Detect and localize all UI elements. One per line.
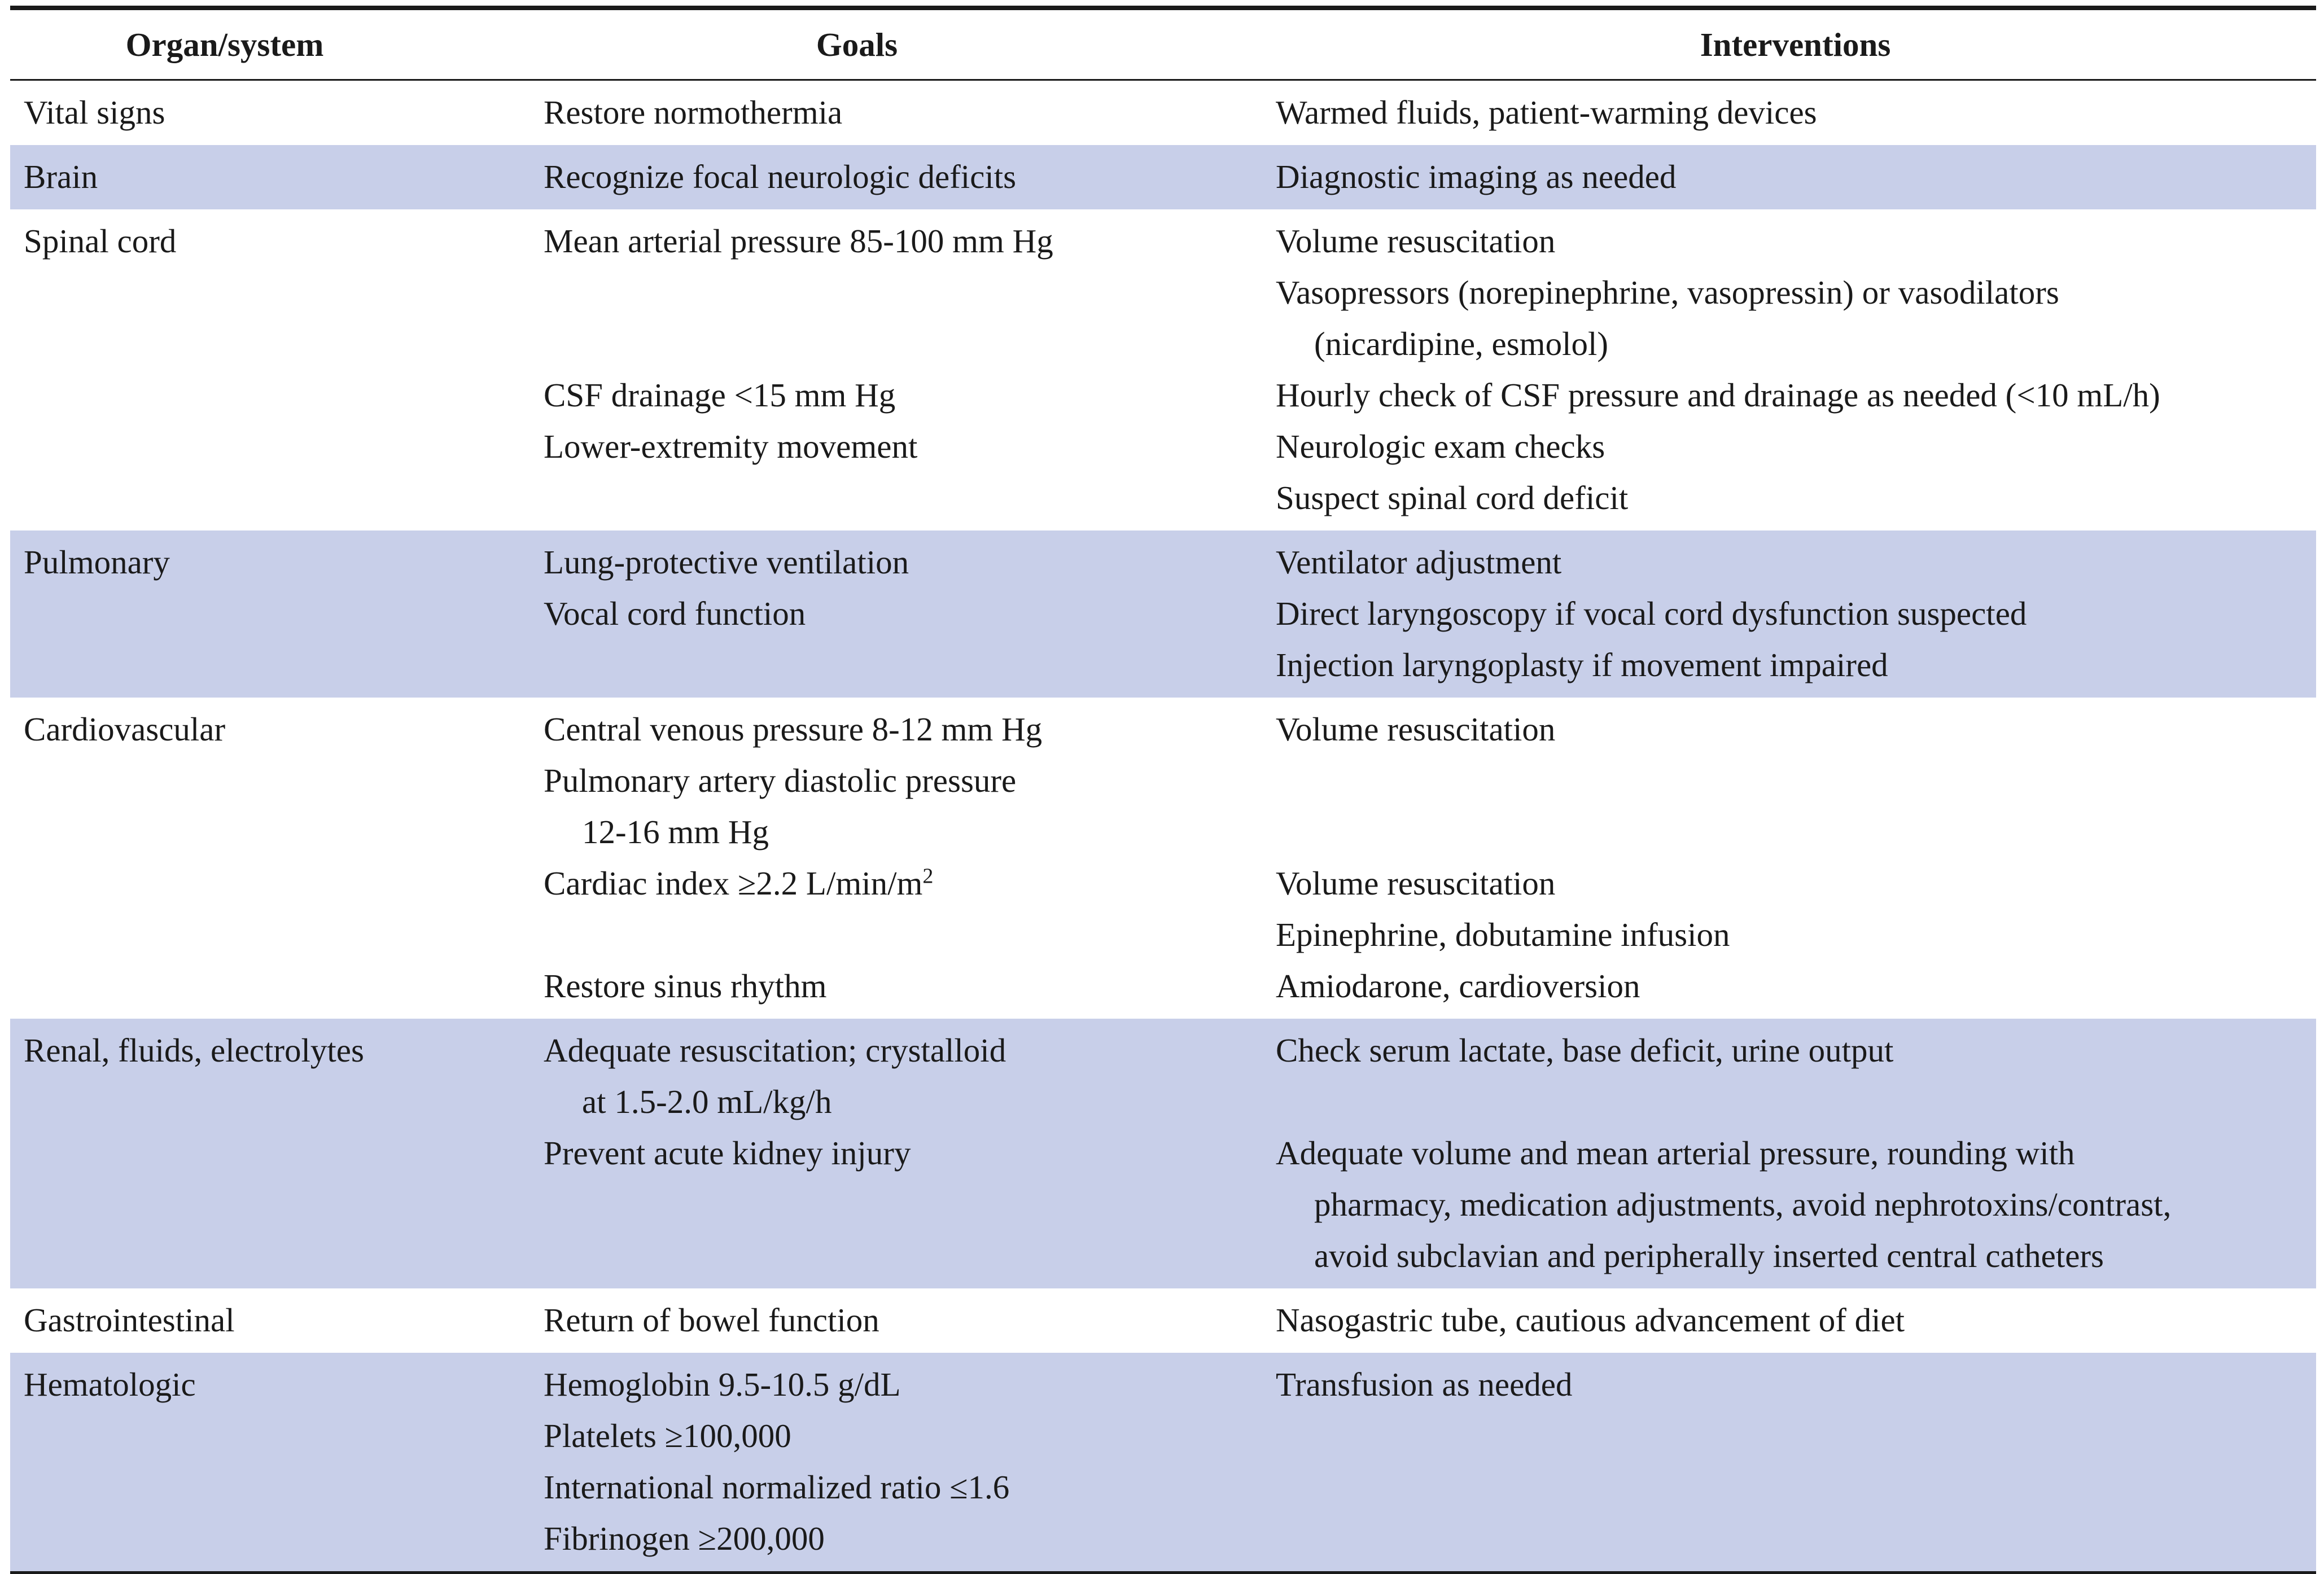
intervention-line <box>1276 806 2316 858</box>
organ-cell <box>10 704 544 1012</box>
intervention-line: (nicardipine, esmolol) <box>1314 325 1609 362</box>
intervention-line: Neurologic exam checks <box>1276 428 1605 465</box>
intervention-line: Suspect spinal cord deficit <box>1276 479 1629 516</box>
goals-cell <box>544 704 1276 1012</box>
organ-cell <box>10 1359 544 1564</box>
organ-cell <box>10 87 544 138</box>
intervention-line <box>1276 1410 2316 1462</box>
interventions-cell <box>1276 87 2316 138</box>
intervention-line: Direct laryngoscopy if vocal cord dysfunction suspected <box>1276 595 2027 632</box>
goals-cell <box>544 1025 1276 1282</box>
goal-line: International normalized ratio ≤1.6 <box>544 1468 1010 1506</box>
organ-label: Vital signs <box>24 94 165 131</box>
intervention-line: Check serum lactate, base deficit, urine output <box>1276 1032 1894 1069</box>
intervention-line: avoid subclavian and peripherally inserted central catheters <box>1314 1237 2104 1274</box>
organ-cell <box>10 151 544 203</box>
goal-line: at 1.5-2.0 mL/kg/h <box>582 1083 832 1120</box>
intervention-line: Vasopressors (norepinephrine, vasopressin) or vasodilators <box>1276 274 2059 311</box>
table-header-row <box>10 10 2316 79</box>
intervention-line: Hourly check of CSF pressure and drainage as needed (<10 mL/h) <box>1276 376 2160 414</box>
organ-label: Renal, fluids, electrolytes <box>24 1032 364 1069</box>
interventions-cell <box>1276 1025 2316 1282</box>
table-row-brain <box>10 145 2316 209</box>
goals-cell <box>544 1295 1276 1346</box>
intervention-line: Transfusion as needed <box>1276 1366 1573 1403</box>
goal-line <box>544 472 1276 524</box>
organ-label: Gastrointestinal <box>24 1301 235 1339</box>
table-row-vital-signs <box>10 81 2316 145</box>
goal-line <box>544 1179 1276 1230</box>
goal-line: Recognize focal neurologic deficits <box>544 158 1017 195</box>
interventions-cell <box>1276 1295 2316 1346</box>
interventions-cell <box>1276 151 2316 203</box>
goal-line: Pulmonary artery diastolic pressure <box>544 762 1017 799</box>
organ-label: Spinal cord <box>24 222 177 260</box>
header-interventions: Interventions <box>1700 25 1891 63</box>
intervention-line: Ventilator adjustment <box>1276 543 1562 581</box>
goal-line <box>544 1230 1276 1282</box>
intervention-line: Injection laryngoplasty if movement impaired <box>1276 646 1888 683</box>
table-row-renal <box>10 1019 2316 1288</box>
goal-line: 12-16 mm Hg <box>582 813 769 850</box>
intervention-line: Diagnostic imaging as needed <box>1276 158 1677 195</box>
goals-cell <box>544 151 1276 203</box>
intervention-line <box>1276 1513 2316 1564</box>
goal-line: Return of bowel function <box>544 1301 879 1339</box>
organ-cell <box>10 537 544 691</box>
interventions-cell <box>1276 704 2316 1012</box>
intervention-line <box>1276 755 2316 806</box>
interventions-cell <box>1276 537 2316 691</box>
goal-line: CSF drainage <15 mm Hg <box>544 376 896 414</box>
organ-cell <box>10 1295 544 1346</box>
goal-line: Central venous pressure 8-12 mm Hg <box>544 711 1043 748</box>
goals-cell <box>544 537 1276 691</box>
table-row-spinal-cord <box>10 209 2316 530</box>
table-top-rule <box>10 6 2316 10</box>
intervention-line: pharmacy, medication adjustments, avoid nephrotoxins/contrast, <box>1314 1186 2172 1223</box>
table-bottom-rule <box>10 1571 2316 1574</box>
goal-line: Lower-extremity movement <box>544 428 918 465</box>
intervention-line: Nasogastric tube, cautious advancement of diet <box>1276 1301 1905 1339</box>
goal-line: Adequate resuscitation; crystalloid <box>544 1032 1006 1069</box>
organ-cell <box>10 216 544 524</box>
table-row-cardiovascular <box>10 698 2316 1019</box>
organ-cell <box>10 1025 544 1282</box>
organ-label: Hematologic <box>24 1366 196 1403</box>
goal-line: Hemoglobin 9.5-10.5 g/dL <box>544 1366 901 1403</box>
interventions-cell <box>1276 216 2316 524</box>
goal-line: Restore normothermia <box>544 94 843 131</box>
organ-label: Pulmonary <box>24 543 170 581</box>
goal-line <box>544 909 1276 961</box>
superscript-squared: 2 <box>922 864 934 888</box>
goals-cell <box>544 87 1276 138</box>
postoperative-management-table <box>10 6 2316 1574</box>
interventions-cell <box>1276 1359 2316 1564</box>
intervention-line <box>1276 1462 2316 1513</box>
intervention-line: Warmed fluids, patient-warming devices <box>1276 94 1817 131</box>
goal-line: Restore sinus rhythm <box>544 967 827 1005</box>
table-row-pulmonary <box>10 530 2316 698</box>
goal-line <box>544 318 1276 370</box>
organ-label: Cardiovascular <box>24 711 226 748</box>
table-row-gastrointestinal <box>10 1288 2316 1353</box>
goal-line <box>544 639 1276 691</box>
table-row-hematologic <box>10 1353 2316 1571</box>
goals-cell <box>544 1359 1276 1564</box>
header-organ-system: Organ/system <box>125 25 324 63</box>
goal-line <box>544 267 1276 318</box>
goal-line: Mean arterial pressure 85-100 mm Hg <box>544 222 1053 260</box>
goal-line: Lung-protective ventilation <box>544 543 909 581</box>
goal-line: Fibrinogen ≥200,000 <box>544 1520 825 1557</box>
goal-line <box>544 858 1276 909</box>
goal-line: Prevent acute kidney injury <box>544 1134 911 1172</box>
cardiac-index-text: Cardiac index ≥2.2 L/min/m <box>544 865 923 902</box>
goals-cell <box>544 216 1276 524</box>
intervention-line: Volume resuscitation <box>1276 711 1556 748</box>
intervention-line: Volume resuscitation <box>1276 222 1556 260</box>
intervention-line: Adequate volume and mean arterial pressure, rounding with <box>1276 1134 2075 1172</box>
organ-label: Brain <box>24 158 98 195</box>
goal-line: Vocal cord function <box>544 595 806 632</box>
intervention-line: Epinephrine, dobutamine infusion <box>1276 916 1730 953</box>
header-goals: Goals <box>816 25 898 63</box>
intervention-line: Volume resuscitation <box>1276 865 1556 902</box>
intervention-line <box>1276 1076 2316 1128</box>
goal-line: Platelets ≥100,000 <box>544 1417 791 1454</box>
intervention-line: Amiodarone, cardioversion <box>1276 967 1640 1005</box>
